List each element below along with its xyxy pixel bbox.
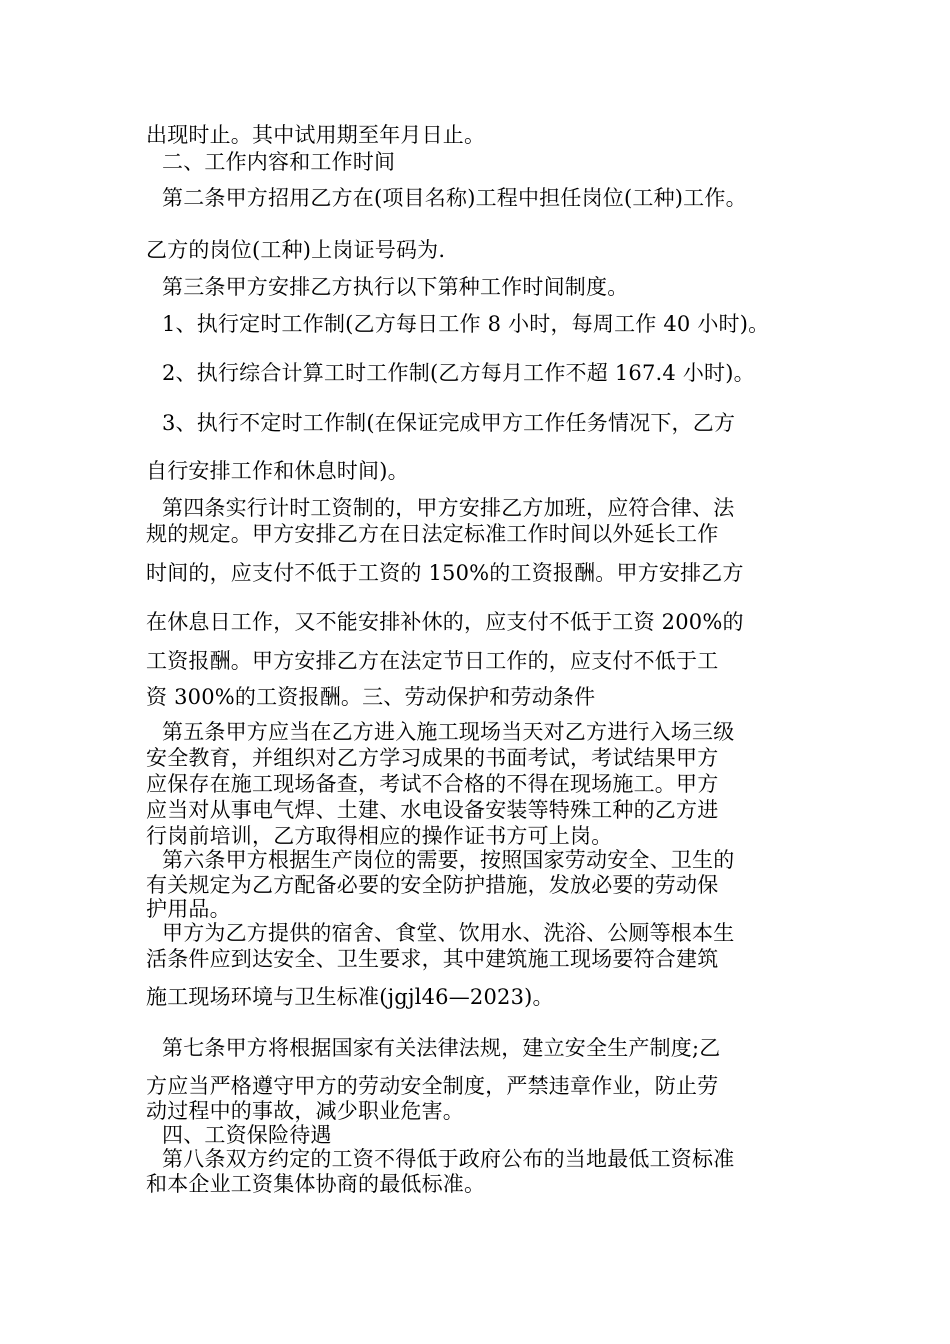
text-line: 应保存在施工现场备查，考试不合格的不得在现场施工。甲方 [146, 772, 719, 796]
text-line: 施工现场环境与卫生标准(jgjl46—2023)。 [146, 985, 554, 1009]
text-line: 第六条甲方根据生产岗位的需要，按照国家劳动安全、卫生的 [162, 848, 735, 872]
text-line: 安全教育，并组织对乙方学习成果的书面考试，考试结果甲方 [146, 746, 719, 770]
text-line: 在休息日工作，又不能安排补休的，应支付不低于工资 200%的 [146, 610, 744, 634]
text-line: 乙方的岗位(工种)上岗证号码为. [146, 238, 446, 262]
text-line: 第四条实行计时工资制的，甲方安排乙方加班，应符合律、法 [162, 496, 735, 520]
text-line: 行岗前培训，乙方取得相应的操作证书方可上岗。 [146, 824, 613, 848]
text-line: 方应当严格遵守甲方的劳动安全制度，严禁违章作业，防止劳 [146, 1074, 719, 1098]
text-line: 甲方为乙方提供的宿舍、食堂、饮用水、洗浴、公厕等根本生 [162, 921, 735, 945]
text-line: 规的规定。甲方安排乙方在日法定标准工作时间以外延长工作 [146, 522, 719, 546]
text-line: 3、执行不定时工作制(在保证完成甲方工作任务情况下，乙方 [162, 411, 736, 435]
text-line: 出现时止。其中试用期至年月日止。 [146, 123, 486, 147]
text-line: 动过程中的事故，减少职业危害。 [146, 1099, 464, 1123]
text-line: 2、执行综合计算工时工作制(乙方每月工作不超 167.4 小时)。 [162, 361, 755, 385]
text-line: 应当对从事电气焊、土建、水电设备安装等特殊工种的乙方进 [146, 798, 719, 822]
text-line: 第三条甲方安排乙方执行以下第种工作时间制度。 [162, 275, 629, 299]
section-heading: 四、工资保险待遇 [162, 1123, 332, 1147]
text-line: 和本企业工资集体协商的最低标准。 [146, 1172, 486, 1196]
text-line: 时间的，应支付不低于工资的 150%的工资报酬。甲方安排乙方 [146, 561, 744, 585]
text-line: 1、执行定时工作制(乙方每日工作 8 小时，每周工作 40 小时)。 [162, 312, 770, 336]
text-line: 有关规定为乙方配备必要的安全防护措施，发放必要的劳动保 [146, 873, 719, 897]
text-line: 第五条甲方应当在乙方进入施工现场当天对乙方进行入场三级 [162, 720, 735, 744]
text-line: 工资报酬。甲方安排乙方在法定节日工作的，应支付不低于工 [146, 649, 719, 673]
text-line: 资 300%的工资报酬。三、劳动保护和劳动条件 [146, 685, 596, 709]
section-heading: 二、工作内容和工作时间 [162, 150, 396, 174]
text-line: 第二条甲方招用乙方在(项目名称)工程中担任岗位(工种)工作。 [162, 186, 747, 210]
text-line: 第七条甲方将根据国家有关法律法规，建立安全生产制度;乙 [162, 1036, 721, 1060]
text-line: 第八条双方约定的工资不得低于政府公布的当地最低工资标准 [162, 1147, 735, 1171]
text-line: 自行安排工作和休息时间)。 [146, 459, 409, 483]
text-line: 活条件应到达安全、卫生要求，其中建筑施工现场要符合建筑 [146, 947, 719, 971]
text-line: 护用品。 [146, 897, 231, 921]
